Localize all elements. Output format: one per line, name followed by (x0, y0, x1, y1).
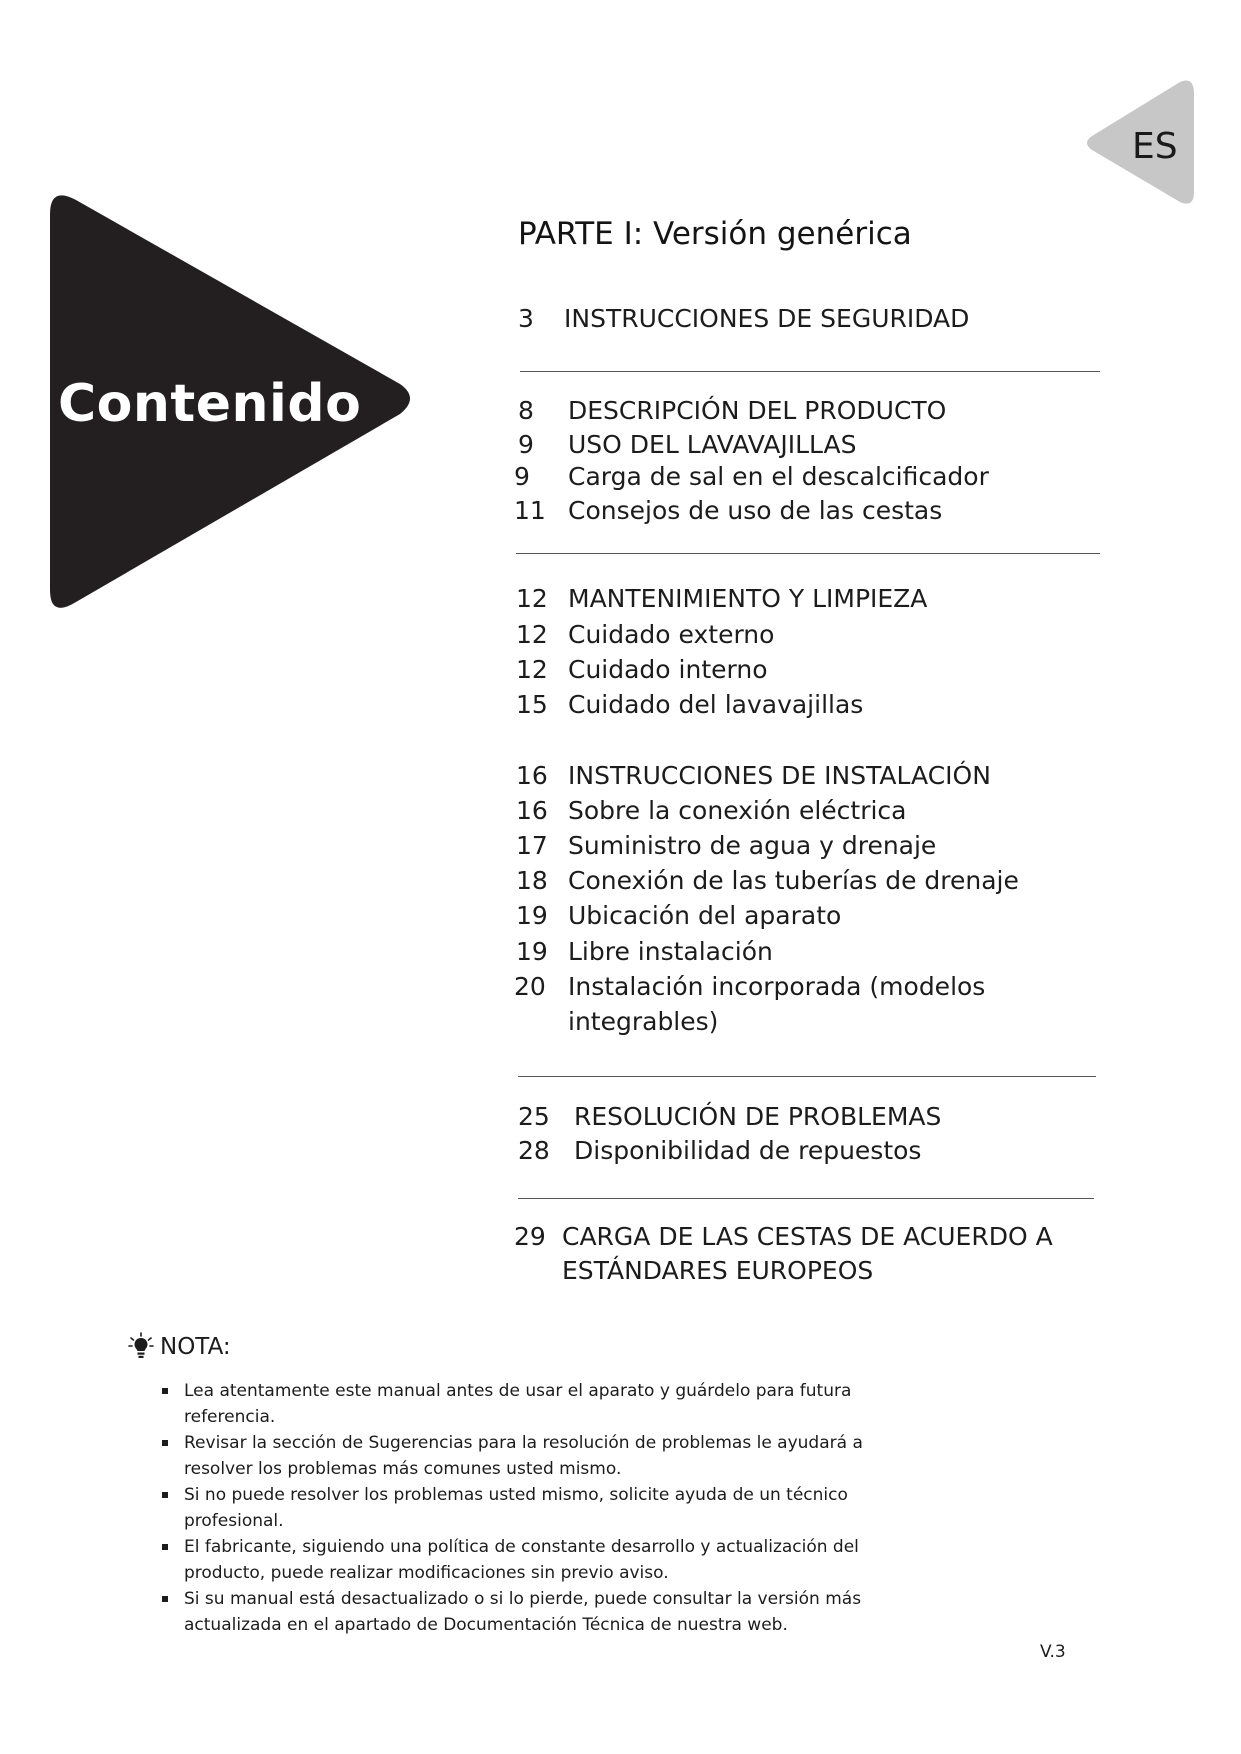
toc-page-number: 19 (516, 901, 548, 930)
toc-title: Conexión de las tuberías de drenaje (568, 866, 1019, 895)
toc-page-number: 25 (518, 1102, 550, 1131)
bullet (162, 1596, 168, 1602)
toc-title: ESTÁNDARES EUROPEOS (562, 1256, 874, 1285)
note-item (160, 1482, 920, 1534)
toc-page-number: 12 (516, 655, 548, 684)
toc-page-number: 12 (516, 620, 548, 649)
bullet (162, 1388, 168, 1394)
divider (516, 553, 1100, 554)
toc-title: integrables) (568, 1007, 719, 1036)
toc-title: Consejos de uso de las cestas (568, 496, 943, 525)
toc-title: Sobre la conexión eléctrica (568, 796, 907, 825)
toc-title: Libre instalación (568, 937, 773, 966)
toc-page-number: 20 (514, 972, 546, 1001)
divider (520, 371, 1100, 372)
divider (518, 1198, 1094, 1199)
toc-title: INSTRUCCIONES DE INSTALACIÓN (568, 761, 991, 790)
part-title: PARTE I: Versión genérica (518, 216, 912, 252)
note-item (160, 1378, 920, 1430)
note-text: Lea atentamente este manual antes de usar el aparato y guárdelo para futura referencia. (184, 1381, 852, 1427)
note-text: Si no puede resolver los problemas usted mismo, solicite ayuda de un técnico profesional. (184, 1485, 848, 1531)
toc-page-number: 11 (514, 496, 546, 525)
note-item (160, 1534, 920, 1586)
note-text: Revisar la sección de Sugerencias para la resolución de problemas le ayudará a resolver los problemas más comunes usted mismo. (184, 1433, 863, 1479)
toc-title: MANTENIMIENTO Y LIMPIEZA (568, 584, 928, 613)
toc-title: Suministro de agua y drenaje (568, 831, 937, 860)
toc-title: DESCRIPCIÓN DEL PRODUCTO (568, 396, 947, 425)
toc-page-number: 29 (514, 1222, 546, 1251)
note-label: NOTA: (160, 1334, 231, 1360)
note-text: Si su manual está desactualizado o si lo pierde, puede consultar la versión más actualizada en el apartado de Documentación Técnica de nuestra web. (184, 1589, 862, 1635)
toc-page-number: 28 (518, 1136, 550, 1165)
version-label: V.3 (1040, 1642, 1066, 1662)
note-text: El fabricante, siguiendo una política de constante desarrollo y actualización del producto, puede realizar modificaciones sin previo aviso. (184, 1537, 859, 1583)
toc-title: INSTRUCCIONES DE SEGURIDAD (564, 304, 970, 333)
toc-page-number: 16 (516, 761, 548, 790)
toc-page-number: 17 (516, 831, 548, 860)
toc-title: Cuidado interno (568, 655, 768, 684)
toc-title: Disponibilidad de repuestos (574, 1136, 922, 1165)
toc-title: Cuidado del lavavajillas (568, 690, 864, 719)
toc-page-number: 15 (516, 690, 548, 719)
toc-title: Ubicación del aparato (568, 901, 842, 930)
toc-page-number: 16 (516, 796, 548, 825)
divider (518, 1076, 1096, 1077)
toc-title: USO DEL LAVAVAJILLAS (568, 430, 857, 459)
contents-title: Contenido (58, 374, 362, 434)
toc-title: Carga de sal en el descalcificador (568, 462, 989, 491)
toc-page-number: 12 (516, 584, 548, 613)
language-tab-label: ES (1132, 126, 1178, 167)
toc-title: CARGA DE LAS CESTAS DE ACUERDO A (562, 1222, 1053, 1251)
lightbulb-icon (128, 1332, 154, 1360)
toc-title: Cuidado externo (568, 620, 775, 649)
toc-page-number: 18 (516, 866, 548, 895)
toc-page-number: 9 (518, 430, 534, 459)
toc-title: Instalación incorporada (modelos (568, 972, 986, 1001)
toc-page-number: 3 (518, 304, 534, 333)
toc-page-number: 9 (514, 462, 530, 491)
bullet (162, 1544, 168, 1550)
bullet (162, 1440, 168, 1446)
toc-page-number: 8 (518, 396, 534, 425)
bullet (162, 1492, 168, 1498)
note-item (160, 1586, 920, 1638)
note-item (160, 1430, 920, 1482)
toc-title: RESOLUCIÓN DE PROBLEMAS (574, 1102, 942, 1131)
toc-page-number: 19 (516, 937, 548, 966)
note-list (160, 1378, 920, 1638)
